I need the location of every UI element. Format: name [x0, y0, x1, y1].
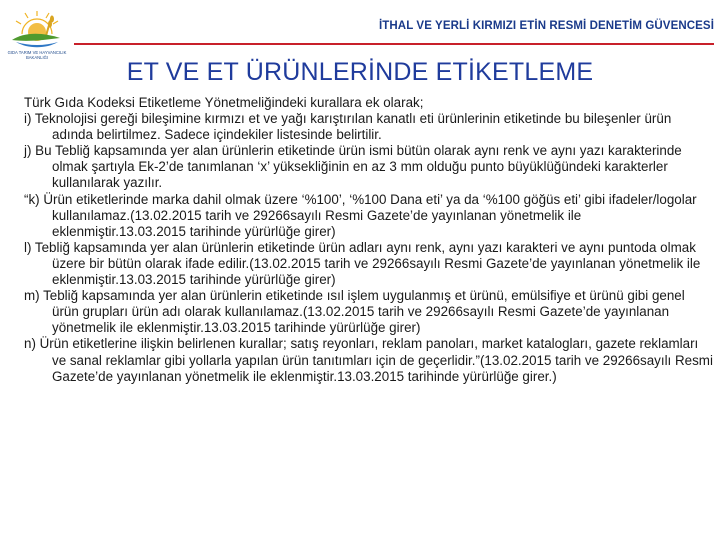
list-item: l) Tebliğ kapsamında yer alan ürünlerin etiketinde ürün adları aynı renk, aynı yazı karakteri ve aynı puntoda olmak üzere bir bütün olarak ifade edilir.(13.02.2015 tarih ve 29266sayılı Resmi Gazete’de yayınlanan yönetmelik ile eklenmiştir.13.03.2015 tarihinde yürürlüğe girer) [24, 239, 701, 288]
intro-text: Türk Gıda Kodeksi Etiketleme Yönetmeliğindeki kurallara ek olarak; [24, 95, 424, 110]
logo-text-line2: BAKANLIĞI [25, 55, 49, 60]
list-item: i) Teknolojisi gereği bileşimine kırmızı et ve yağı karıştırılan kanatlı eti ürünlerinin etiketinde bu bileşenler ürün adında belirtilmez. Sadece içindekiler listesinde belirtilir. [24, 111, 672, 143]
list-item: n) Ürün etiketlerine ilişkin belirlenen kurallar; satış reyonları, reklam panoları, market katalogları, gazete reklamları ve sanal reklamlar gibi yollarla yapılan ürün tanıtımları için de geçerlidir.”(13.02.2015 tarih ve 29266sayılı Resmi Gazete’de yayınlanan yönetmelik ile eklenmiştir.13.03.2015 tarihinde yürürlüğe girer.) [24, 336, 713, 384]
ministry-logo-icon [2, 2, 72, 62]
list-item: “k) Ürün etiketlerinde marka dahil olmak üzere ‘%100’, ‘%100 Dana eti’ ya da ‘%100 göğüs eti’ gibi ifadeler/logolar kullanılamaz.(13.02.2015 tarih ve 29266sayılı Resmi Gazete’de yayınlanan yönetmelik ile eklenmiştir.13.03.2015 tarihinde yürürlüğe girer) [24, 191, 697, 239]
slide-title: ET VE ET ÜRÜNLERİNDE ETİKETLEME [126, 58, 594, 86]
header-divider [74, 43, 714, 45]
logo-text-line1: GIDA TARIM VE HAYVANCILIK [7, 50, 67, 55]
header-title: İTHAL VE YERLİ KIRMIZI ETİN RESMİ DENETİM GÜVENCESİ [378, 20, 714, 32]
list-item: m) Tebliğ kapsamında yer alan ürünlerin etiketinde ısıl işlem uygulanmış et ürünü, emülsifiye et ürünü gibi genel ürün grupları ürün adı olarak kullanılamaz.(13.02.2015 tarih ve 29266sayılı Resmi Gazete’de yayınlanan yönetmelik ile eklenmiştir.13.03.2015 tarihinde yürürlüğe girer) [24, 288, 685, 336]
list-item: j) Bu Tebliğ kapsamında yer alan ürünlerin etiketinde ürün ismi bütün olarak aynı renk ve aynı yazı karakterinde olmak şartıyla Ek-2’de tanımlanan ‘x’ yüksekliğinin en az 3 mm olduğu punto büyüklüğündeki karakterler kullanılarak yazılır. [24, 143, 682, 191]
slide-body [24, 95, 714, 385]
ministry-logo [2, 2, 72, 62]
